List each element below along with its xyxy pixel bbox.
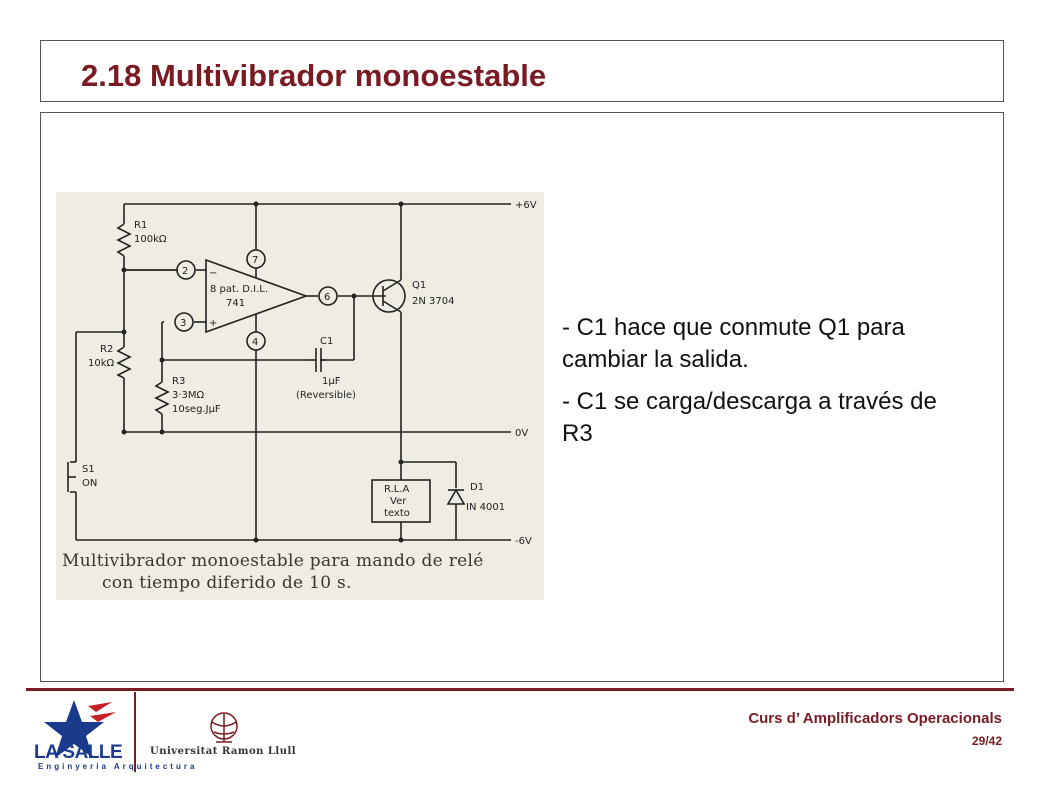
university-name: Universitat Ramon Llull bbox=[150, 746, 297, 757]
label-d1-part: IN 4001 bbox=[466, 502, 506, 513]
circuit-figure bbox=[56, 192, 544, 600]
label-q1-part: 2N 3704 bbox=[412, 296, 455, 307]
title-box bbox=[40, 40, 1004, 102]
caption-line-2: con tiempo diferido de 10 s. bbox=[102, 573, 352, 593]
footer-rule bbox=[26, 688, 1014, 691]
bullet-list bbox=[562, 312, 962, 460]
label-rla-note2: texto bbox=[384, 508, 410, 519]
label-pin2: 2 bbox=[182, 266, 189, 277]
label-r3-value: 3·3MΩ bbox=[172, 390, 205, 401]
lasalle-subtitle: Enginyeria Arquitectura bbox=[38, 762, 198, 771]
label-minus: − bbox=[209, 268, 218, 279]
label-pin3: 3 bbox=[180, 318, 187, 329]
label-pin6: 6 bbox=[324, 292, 331, 303]
label-pin4: 4 bbox=[252, 337, 259, 348]
label-rla-note1: Ver bbox=[390, 496, 407, 507]
url-tree-icon bbox=[150, 704, 310, 768]
label-ic-package: 8 pat. D.I.L. bbox=[210, 284, 269, 295]
label-r2: R2 bbox=[100, 344, 114, 355]
lasalle-wordmark: LA SALLE bbox=[34, 742, 123, 763]
label-d1: D1 bbox=[470, 482, 485, 493]
bullet-item-2: - C1 se carga/descarga a través de R3 bbox=[562, 388, 937, 447]
caption-line-1: Multivibrador monoestable para mando de relé bbox=[62, 551, 484, 571]
label-r2-value: 10kΩ bbox=[88, 358, 115, 369]
bullet-item-1: - C1 hace que conmute Q1 para cambiar la salida. bbox=[562, 314, 905, 373]
label-r1-value: 100kΩ bbox=[134, 234, 167, 245]
circuit-schematic bbox=[56, 192, 544, 552]
label-vminus: -6V bbox=[515, 536, 532, 547]
label-s1-state: ON bbox=[82, 478, 98, 489]
course-title: Curs d’ Amplificadors Operacionals bbox=[748, 710, 1002, 727]
slide-title: 2.18 Multivibrador monoestable bbox=[81, 58, 547, 93]
label-s1: S1 bbox=[82, 464, 95, 475]
label-zero: 0V bbox=[515, 428, 529, 439]
footer-divider bbox=[134, 692, 136, 772]
label-c1: C1 bbox=[320, 336, 334, 347]
label-r3: R3 bbox=[172, 376, 186, 387]
label-r1: R1 bbox=[134, 220, 148, 231]
label-vplus: +6V bbox=[515, 200, 537, 211]
label-c1-note: (Reversible) bbox=[296, 390, 356, 401]
label-plus: + bbox=[209, 318, 218, 329]
label-q1: Q1 bbox=[412, 280, 427, 291]
page-number: 29/42 bbox=[971, 734, 1002, 748]
label-pin7: 7 bbox=[252, 255, 259, 266]
figure-caption bbox=[62, 550, 532, 594]
label-r3-note: 10seg.JμF bbox=[172, 404, 221, 415]
label-rla: R.L.A bbox=[384, 484, 410, 495]
label-ic-part: 741 bbox=[226, 298, 246, 309]
label-c1-value: 1μF bbox=[322, 376, 341, 387]
